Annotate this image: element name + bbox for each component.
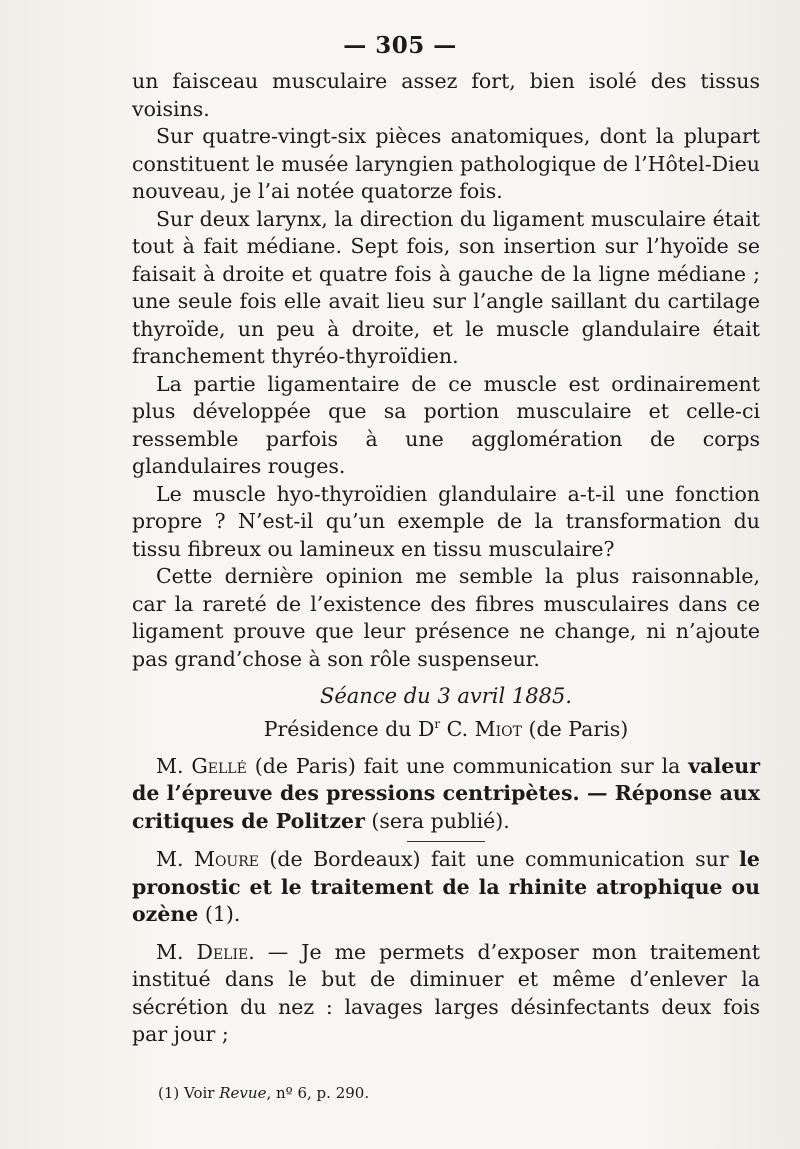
delie-text: — Je me permets d’exposer mon traitement institué dans le but de diminuer et même d’enlever la sécrétion du nez : lavages larges désinfectants deux fois par jour ; [132, 939, 760, 1047]
presidence-sup: r [434, 716, 441, 731]
comm-intro: (de Paris) fait une communication sur la [254, 753, 681, 778]
speaker-name: Delie. [196, 939, 255, 964]
communication-moure [132, 846, 760, 929]
comm-prefix: M. [156, 753, 184, 778]
footnote-journal: Revue [219, 1084, 267, 1102]
comm-prefix: M. [156, 847, 184, 872]
delie-paragraph [132, 939, 760, 1049]
speaker-name: Moure [193, 847, 259, 872]
page-number: — 305 — [343, 32, 457, 59]
footnote-marker: (1) Voir [158, 1084, 215, 1102]
communication-gelle [132, 753, 760, 836]
comm-title: le pronostic et le traitement de la rhinite atrophique ou ozène [132, 847, 760, 927]
speaker-name: Gellé [191, 753, 247, 778]
comm-intro: (de Bordeaux) fait une communication sur [269, 847, 729, 872]
session-heading: Séance du 3 avril 1885. [319, 684, 573, 708]
body-text [132, 68, 760, 1049]
presidence-line [132, 711, 760, 743]
paragraph: Sur deux larynx, la direction du ligament musculaire était tout à fait médiane. Sept fois, son insertion sur l’hyoïde se faisait à droite et quatre fois à gauche de la ligne médiane ; une seule fois elle avait lieu sur l’angle saillant du cartilage thyroïde, un peu à droite, et le muscle glandulaire était franchement thyréo-thyroïdien. [132, 206, 760, 368]
paragraph: Le muscle hyo-thyroïdien glandulaire a-t-il une fonction propre ? N’est-il qu’un exemple de la transformation du tissu fibreux ou lamineux en tissu musculaire? [132, 481, 760, 561]
president-name: C. Miot [446, 716, 522, 741]
delie-prefix: M. [156, 939, 184, 964]
presidence-prefix: Présidence du D [263, 716, 435, 741]
comm-note: (1). [204, 902, 241, 927]
paragraph: Sur quatre-vingt-six pièces anatomiques, dont la plupart constituent le musée laryngien pathologique de l’Hôtel-Dieu nouveau, je l’ai notée quatorze fois. [132, 124, 760, 203]
paragraph: La partie ligamentaire de ce muscle est ordinairement plus développée que sa portion musculaire et celle-ci ressemble parfois à une agglomération de corps glandulaires rouges. [132, 371, 760, 478]
comm-title: valeur de l’épreuve des pressions centripètes. — Réponse aux critiques de Politzer [132, 753, 760, 833]
footnote [158, 1083, 718, 1103]
paragraph: Cette dernière opinion me semble la plus raisonnable, car la rareté de l’existence des fibres musculaires dans ce ligament prouve que leur présence ne change, ni n’ajoute pas grand’chose à son rôle suspenseur. [132, 564, 760, 671]
paragraph: un faisceau musculaire assez fort, bien isolé des tissus voisins. [132, 69, 760, 121]
comm-note: (sera publié). [371, 808, 510, 833]
footnote-rest: , nº 6, p. 290. [266, 1084, 370, 1102]
presidence-suffix: (de Paris) [528, 716, 629, 741]
separator-rule [407, 841, 485, 842]
